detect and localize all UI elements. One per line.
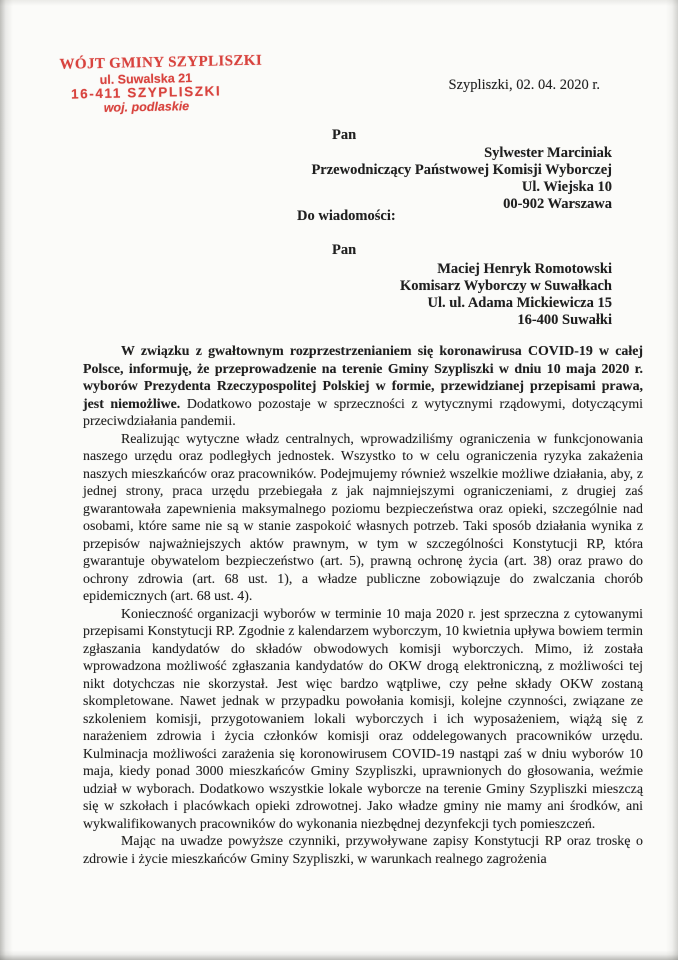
para1-bold-statement: W związku z gwałtownym rozprzestrzenianiem się koronawirusa COVID-19 w całej Polsce, informuję, że przeprowadzenie na terenie Gminy Szypliszki w dniu 10 maja 2020 r. wyborów Prezydenta Rzeczypospolitej Polskiej w formie, przewidzianej przepisami prawa, jest niemożliwe.	[83, 344, 643, 412]
stamp-postal-city: 16-411 SZYPLISZKI	[70, 83, 222, 102]
para1-normal-text: Dodatkowo pozostaje w sprzeczności z wytycznymi rządowymi, dotyczącymi przeciwdziałania pandemii.	[83, 396, 643, 429]
scan-edge-left	[0, 0, 13, 960]
recipient1-street: Ul. Wiejska 10	[521, 179, 612, 195]
recipient2-city: 16-400 Suwałki	[517, 312, 612, 328]
place-and-date-line: Szypliszki, 02. 04. 2020 r.	[448, 77, 600, 93]
letter-body	[83, 343, 643, 868]
body-paragraph-1	[83, 343, 643, 431]
body-paragraph-2: Realizując wytyczne władz centralnych, wprowadziliśmy ograniczenia w funkcjonowania naszego urzędu oraz podległych jednostek. Wszystko to w celu ograniczenia ryzyka zakażenia naszych mieszkańców oraz pracowników. Podejmujemy również wszelkie możliwe działania, aby, z jednej strony, praca urzędu przebiegała z jak najmniejszymi ograniczeniami, z drugiej zaś gwarantowała zapewnienia maksymalnego poziomu bezpieczeństwa oraz opieki, szczególnie nad osobami, które same nie są w stanie zaspokoić własnych potrzeb. Taki sposób działania wynika z przepisów najważniejszych aktów prawnym, w tym w szczególności Konstytucji RP, która gwarantuje obywatelom bezpieczeństwo (art. 5), prawną ochronę życia (art. 38) oraz prawo do ochrony zdrowia (art. 68 ust. 1), a władze publiczne zobowiązuje do zwalczania chorób epidemicznych (art. 68 ust. 4).	[83, 431, 643, 604]
scan-edge-top	[0, 0, 678, 6]
recipient1-city: 00-902 Warszawa	[503, 196, 612, 212]
recipient2-street: Ul. ul. Adama Mickiewicza 15	[427, 295, 612, 311]
stamp-voivodeship: woj. podlaskie	[103, 99, 190, 115]
recipient1-name: Sylwester Marciniak	[484, 145, 612, 161]
recipient2-title: Komisarz Wyborczy w Suwałkach	[400, 278, 612, 294]
body-paragraph-3: Konieczność organizacji wyborów w terminie 10 maja 2020 r. jest sprzeczna z cytowanymi przepisami Konstytucji RP. Zgodnie z kalendarzem wyborczym, 10 kwietnia upływa bowiem termin zgłaszania kandydatów do składów obwodowych komisji wyborczych. Mimo, iż została wprowadzona możliwość zgłaszania kandydatów do OKW drogą elektroniczną, z możliwości tej nikt dotychczas nie skorzystał. Jest więc bardzo wątpliwe, czy pełne składy OKW zostaną skompletowane. Nawet jednak w przypadku powołania komisji, kolejne czynności, związane ze szkoleniem komisji, przygotowaniem lokali wyborczych i ich wyposażeniem, wiążą się z narażeniem zdrowia i życia członków komisji oraz oddelegowanych pracowników urzędu. Kulminacja możliwości zarażenia się koronowirusem COVID-19 nastąpi zaś w dniu wyborów 10 maja, kiedy ponad 3000 mieszkańców Gminy Szypliszki, uprawnionych do głosowania, weźmie udział w wyborach. Dodatkowo wszystkie lokale wyborcze na terenie Gminy Szypliszki mieszczą się w szkołach i placówkach opieki zdrowotnej. Jako władze gminy nie mamy ani środków, ani wykwalifikowanych pracowników do wykonania niezbędnej dezynfekcji tych pomieszczeń.	[83, 606, 643, 832]
recipient1-address-block	[311, 145, 612, 213]
sender-office-stamp	[59, 52, 263, 116]
cc-label: Do wiadomości:	[297, 208, 396, 224]
recipient2-name: Maciej Henryk Romotowski	[437, 261, 612, 277]
scan-edge-bottom	[0, 950, 678, 960]
recipient1-title: Przewodniczący Państwowej Komisji Wyborczej	[311, 162, 612, 178]
stamp-street: ul. Suwalska 21	[99, 70, 193, 87]
recipient1-salutation: Pan	[332, 127, 357, 143]
recipient2-address-block	[400, 261, 612, 329]
scan-edge-right	[666, 0, 678, 960]
stamp-office-name: WÓJT GMINY SZYPLISZKI	[59, 52, 263, 73]
body-paragraph-4: Mając na uwadze powyższe czynniki, przywoływane zapisy Konstytucji RP oraz troskę o zdrowie i życie mieszkańców Gminy Szypliszki, w warunkach realnego zagrożenia	[83, 834, 643, 867]
recipient2-salutation: Pan	[332, 242, 357, 258]
